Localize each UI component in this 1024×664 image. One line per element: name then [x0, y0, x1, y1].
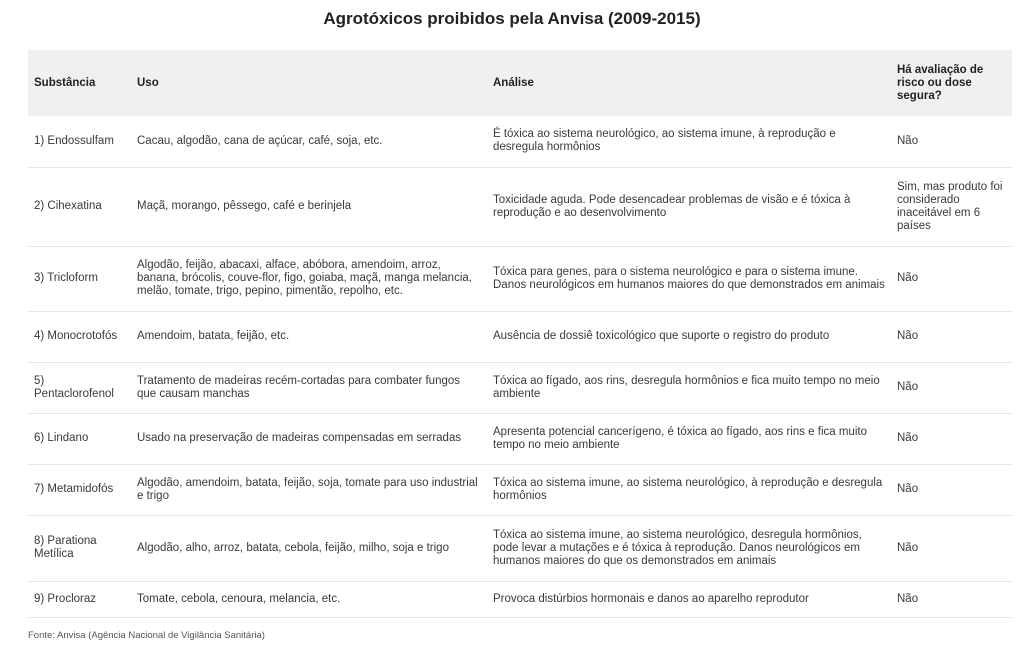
cell-substancia: 6) Lindano — [28, 413, 131, 464]
table-row — [28, 581, 1012, 617]
cell-substancia: 5) Pentaclorofenol — [28, 362, 131, 413]
header-substancia: Substância — [28, 50, 131, 116]
cell-analise: Tóxica ao sistema imune, ao sistema neurológico, à reprodução e desregula hormônios — [487, 464, 891, 515]
cell-analise: Toxicidade aguda. Pode desencadear problemas de visão e é tóxica à reprodução e ao desenvolvimento — [487, 167, 891, 246]
table-row — [28, 311, 1012, 362]
cell-uso: Tomate, cebola, cenoura, melancia, etc. — [131, 581, 487, 617]
cell-analise: Tóxica ao fígado, aos rins, desregula hormônios e fica muito tempo no meio ambiente — [487, 362, 891, 413]
cell-avaliacao: Não — [891, 464, 1012, 515]
cell-substancia: 9) Procloraz — [28, 581, 131, 617]
cell-analise: Tóxica ao sistema imune, ao sistema neurológico, desregula hormônios, pode levar a mutações e é tóxica à reprodução. Danos neurológicos em humanos maiores do que os demonstrados em animais — [487, 515, 891, 581]
source-note: Fonte: Anvisa (Agência Nacional de Vigilância Sanitária) — [28, 630, 265, 641]
cell-uso: Algodão, feijão, abacaxi, alface, abóbora, amendoim, arroz, banana, brócolis, couve-flor, figo, goiaba, maçã, manga melancia, melão, tomate, trigo, pepino, pimentão, repolho, etc. — [131, 246, 487, 311]
cell-uso: Usado na preservação de madeiras compensadas em serradas — [131, 413, 487, 464]
cell-substancia: 1) Endossulfam — [28, 116, 131, 167]
table-row — [28, 246, 1012, 311]
cell-avaliacao: Não — [891, 362, 1012, 413]
cell-avaliacao: Não — [891, 413, 1012, 464]
cell-uso: Algodão, amendoim, batata, feijão, soja, tomate para uso industrial e trigo — [131, 464, 487, 515]
cell-analise: É tóxica ao sistema neurológico, ao sistema imune, à reprodução e desregula hormônios — [487, 116, 891, 167]
cell-avaliacao: Não — [891, 311, 1012, 362]
table-row — [28, 464, 1012, 515]
pesticides-table — [28, 50, 1012, 618]
cell-analise: Ausência de dossiê toxicológico que suporte o registro do produto — [487, 311, 891, 362]
header-avaliacao: Há avaliação de risco ou dose segura? — [891, 50, 1012, 116]
cell-uso: Cacau, algodão, cana de açúcar, café, soja, etc. — [131, 116, 487, 167]
header-uso: Uso — [131, 50, 487, 116]
table-row — [28, 116, 1012, 167]
cell-avaliacao: Não — [891, 246, 1012, 311]
cell-avaliacao: Sim, mas produto foi considerado inaceitável em 6 países — [891, 167, 1012, 246]
cell-avaliacao: Não — [891, 116, 1012, 167]
cell-avaliacao: Não — [891, 581, 1012, 617]
table-row — [28, 515, 1012, 581]
cell-analise: Tóxica para genes, para o sistema neurológico e para o sistema imune. Danos neurológicos em humanos maiores do que demonstrados em animais — [487, 246, 891, 311]
cell-uso: Algodão, alho, arroz, batata, cebola, feijão, milho, soja e trigo — [131, 515, 487, 581]
cell-analise: Provoca distúrbios hormonais e danos ao aparelho reprodutor — [487, 581, 891, 617]
cell-uso: Maçã, morango, pêssego, café e berinjela — [131, 167, 487, 246]
cell-substancia: 2) Cihexatina — [28, 167, 131, 246]
table-row — [28, 167, 1012, 246]
cell-avaliacao: Não — [891, 515, 1012, 581]
table-row — [28, 413, 1012, 464]
cell-uso: Tratamento de madeiras recém-cortadas para combater fungos que causam manchas — [131, 362, 487, 413]
cell-substancia: 3) Tricloform — [28, 246, 131, 311]
cell-analise: Apresenta potencial cancerígeno, é tóxica ao fígado, aos rins e fica muito tempo no meio ambiente — [487, 413, 891, 464]
table-title: Agrotóxicos proibidos pela Anvisa (2009-2015) — [323, 9, 701, 28]
table-row — [28, 362, 1012, 413]
cell-uso: Amendoim, batata, feijão, etc. — [131, 311, 487, 362]
cell-substancia: 4) Monocrotofós — [28, 311, 131, 362]
header-analise: Análise — [487, 50, 891, 116]
cell-substancia: 8) Parationa Metílica — [28, 515, 131, 581]
header-row — [28, 50, 1012, 116]
cell-substancia: 7) Metamidofós — [28, 464, 131, 515]
